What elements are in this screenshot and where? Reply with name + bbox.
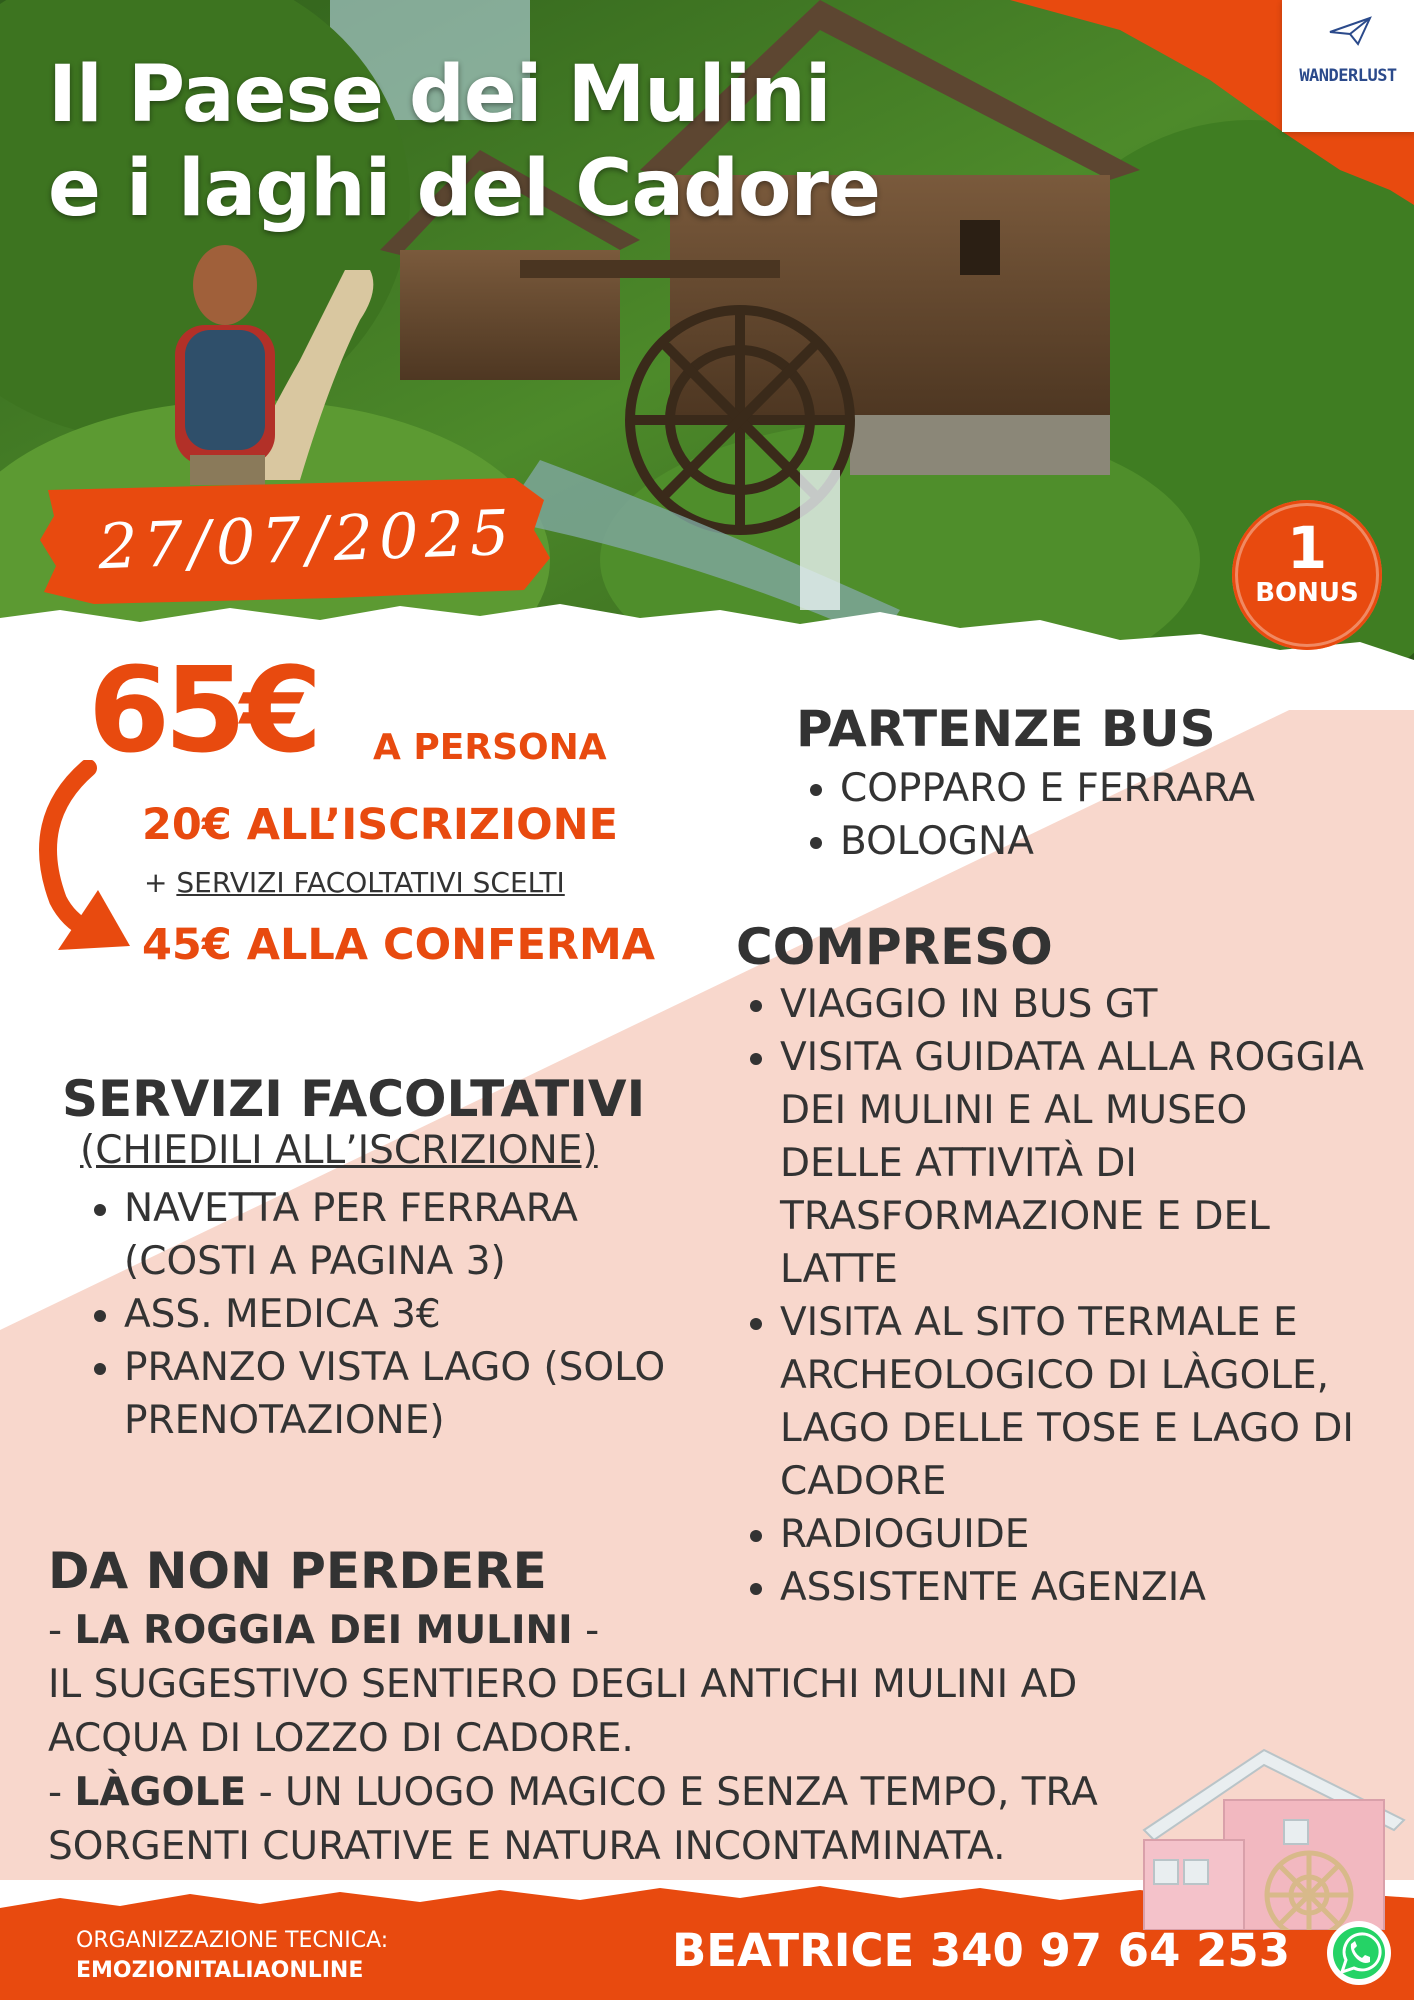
highlight-2-prefix: -	[48, 1770, 75, 1815]
price-amount: 65€	[88, 641, 317, 779]
curved-arrow-icon	[18, 760, 138, 960]
list-item: • NAVETTA PER FERRARA (COSTI A PAGINA 3)	[124, 1182, 680, 1288]
deposit-note-link: SERVIZI FACOLTATIVI SCELTI	[176, 866, 565, 899]
list-item: • VISITA AL SITO TERMALE E ARCHEOLOGICO DI LÀGOLE, LAGO DELLE TOSE E LAGO DI CADORE	[780, 1296, 1376, 1508]
highlight-2-text: - UN LUOGO MAGICO E SENZA TEMPO, TRA SORGENTI CURATIVE E NATURA INCONTAMINATA.	[48, 1770, 1098, 1869]
footer-organization	[76, 1926, 388, 1986]
logo-text: WANDERLUST	[1299, 66, 1397, 86]
bonus-number: 1	[1286, 514, 1328, 582]
partenze-list	[796, 762, 1356, 868]
compreso-list	[736, 978, 1376, 1614]
contact-phone[interactable]: BEATRICE 340 97 64 253	[672, 1924, 1291, 1977]
highlight-2	[48, 1766, 1188, 1874]
list-item: • VISITA GUIDATA ALLA ROGGIA DEI MULINI E AL MUSEO DELLE ATTIVITÀ DI TRASFORMAZIONE E DEL LATTE	[780, 1031, 1376, 1296]
title-line-1: Il Paese dei Mulini	[48, 50, 831, 140]
servizi-list	[80, 1182, 680, 1447]
highlight-2-title: LÀGOLE	[74, 1770, 247, 1815]
list-item: • RADIOGUIDE	[780, 1508, 1376, 1561]
servizi-heading: SERVIZI FACOLTATIVI	[62, 1070, 646, 1128]
balance-line: 45€ ALLA CONFERMA	[142, 920, 656, 970]
page-title	[48, 48, 880, 236]
price-per-person: A PERSONA	[373, 727, 607, 768]
org-label: ORGANIZZAZIONE TECNICA:	[76, 1928, 389, 1953]
da-non-perdere-body	[48, 1604, 1228, 1874]
highlight-1-suffix: -	[572, 1608, 600, 1653]
list-item: • ASSISTENTE AGENZIA	[780, 1561, 1376, 1614]
title-line-2: e i laghi del Cadore	[48, 144, 880, 234]
bonus-label: BONUS	[1255, 578, 1359, 608]
org-name: EMOZIONITALIAONLINE	[76, 1958, 364, 1983]
servizi-subheading: (CHIEDILI ALL’ISCRIZIONE)	[80, 1128, 598, 1173]
deposit-note-prefix: +	[144, 866, 177, 899]
highlight-1-title-line	[48, 1604, 1228, 1658]
list-item: • COPPARO E FERRARA	[840, 762, 1356, 815]
bonus-badge	[1232, 500, 1382, 650]
highlight-1-text: IL SUGGESTIVO SENTIERO DEGLI ANTICHI MULINI AD ACQUA DI LOZZO DI CADORE.	[48, 1662, 1078, 1761]
highlight-1-title: LA ROGGIA DEI MULINI	[74, 1608, 573, 1653]
mill-house-illustration	[1124, 1730, 1414, 1930]
deposit-line: 20€ ALL’ISCRIZIONE	[142, 800, 618, 850]
list-item: • PRANZO VISTA LAGO (SOLO PRENOTAZIONE)	[124, 1341, 680, 1447]
compreso-heading: COMPRESO	[736, 918, 1053, 976]
partenze-heading: PARTENZE BUS	[796, 700, 1216, 758]
list-item: • BOLOGNA	[840, 815, 1356, 868]
highlight-1-prefix: -	[48, 1608, 75, 1653]
list-item: • VIAGGIO IN BUS GT	[780, 978, 1376, 1031]
da-non-perdere-heading: DA NON PERDERE	[48, 1542, 547, 1600]
paper-plane-icon	[1328, 16, 1374, 46]
whatsapp-icon[interactable]	[1326, 1920, 1392, 1986]
event-date: 27/07/2025	[96, 495, 517, 584]
list-item: • ASS. MEDICA 3€	[124, 1288, 680, 1341]
deposit-note	[144, 866, 565, 899]
